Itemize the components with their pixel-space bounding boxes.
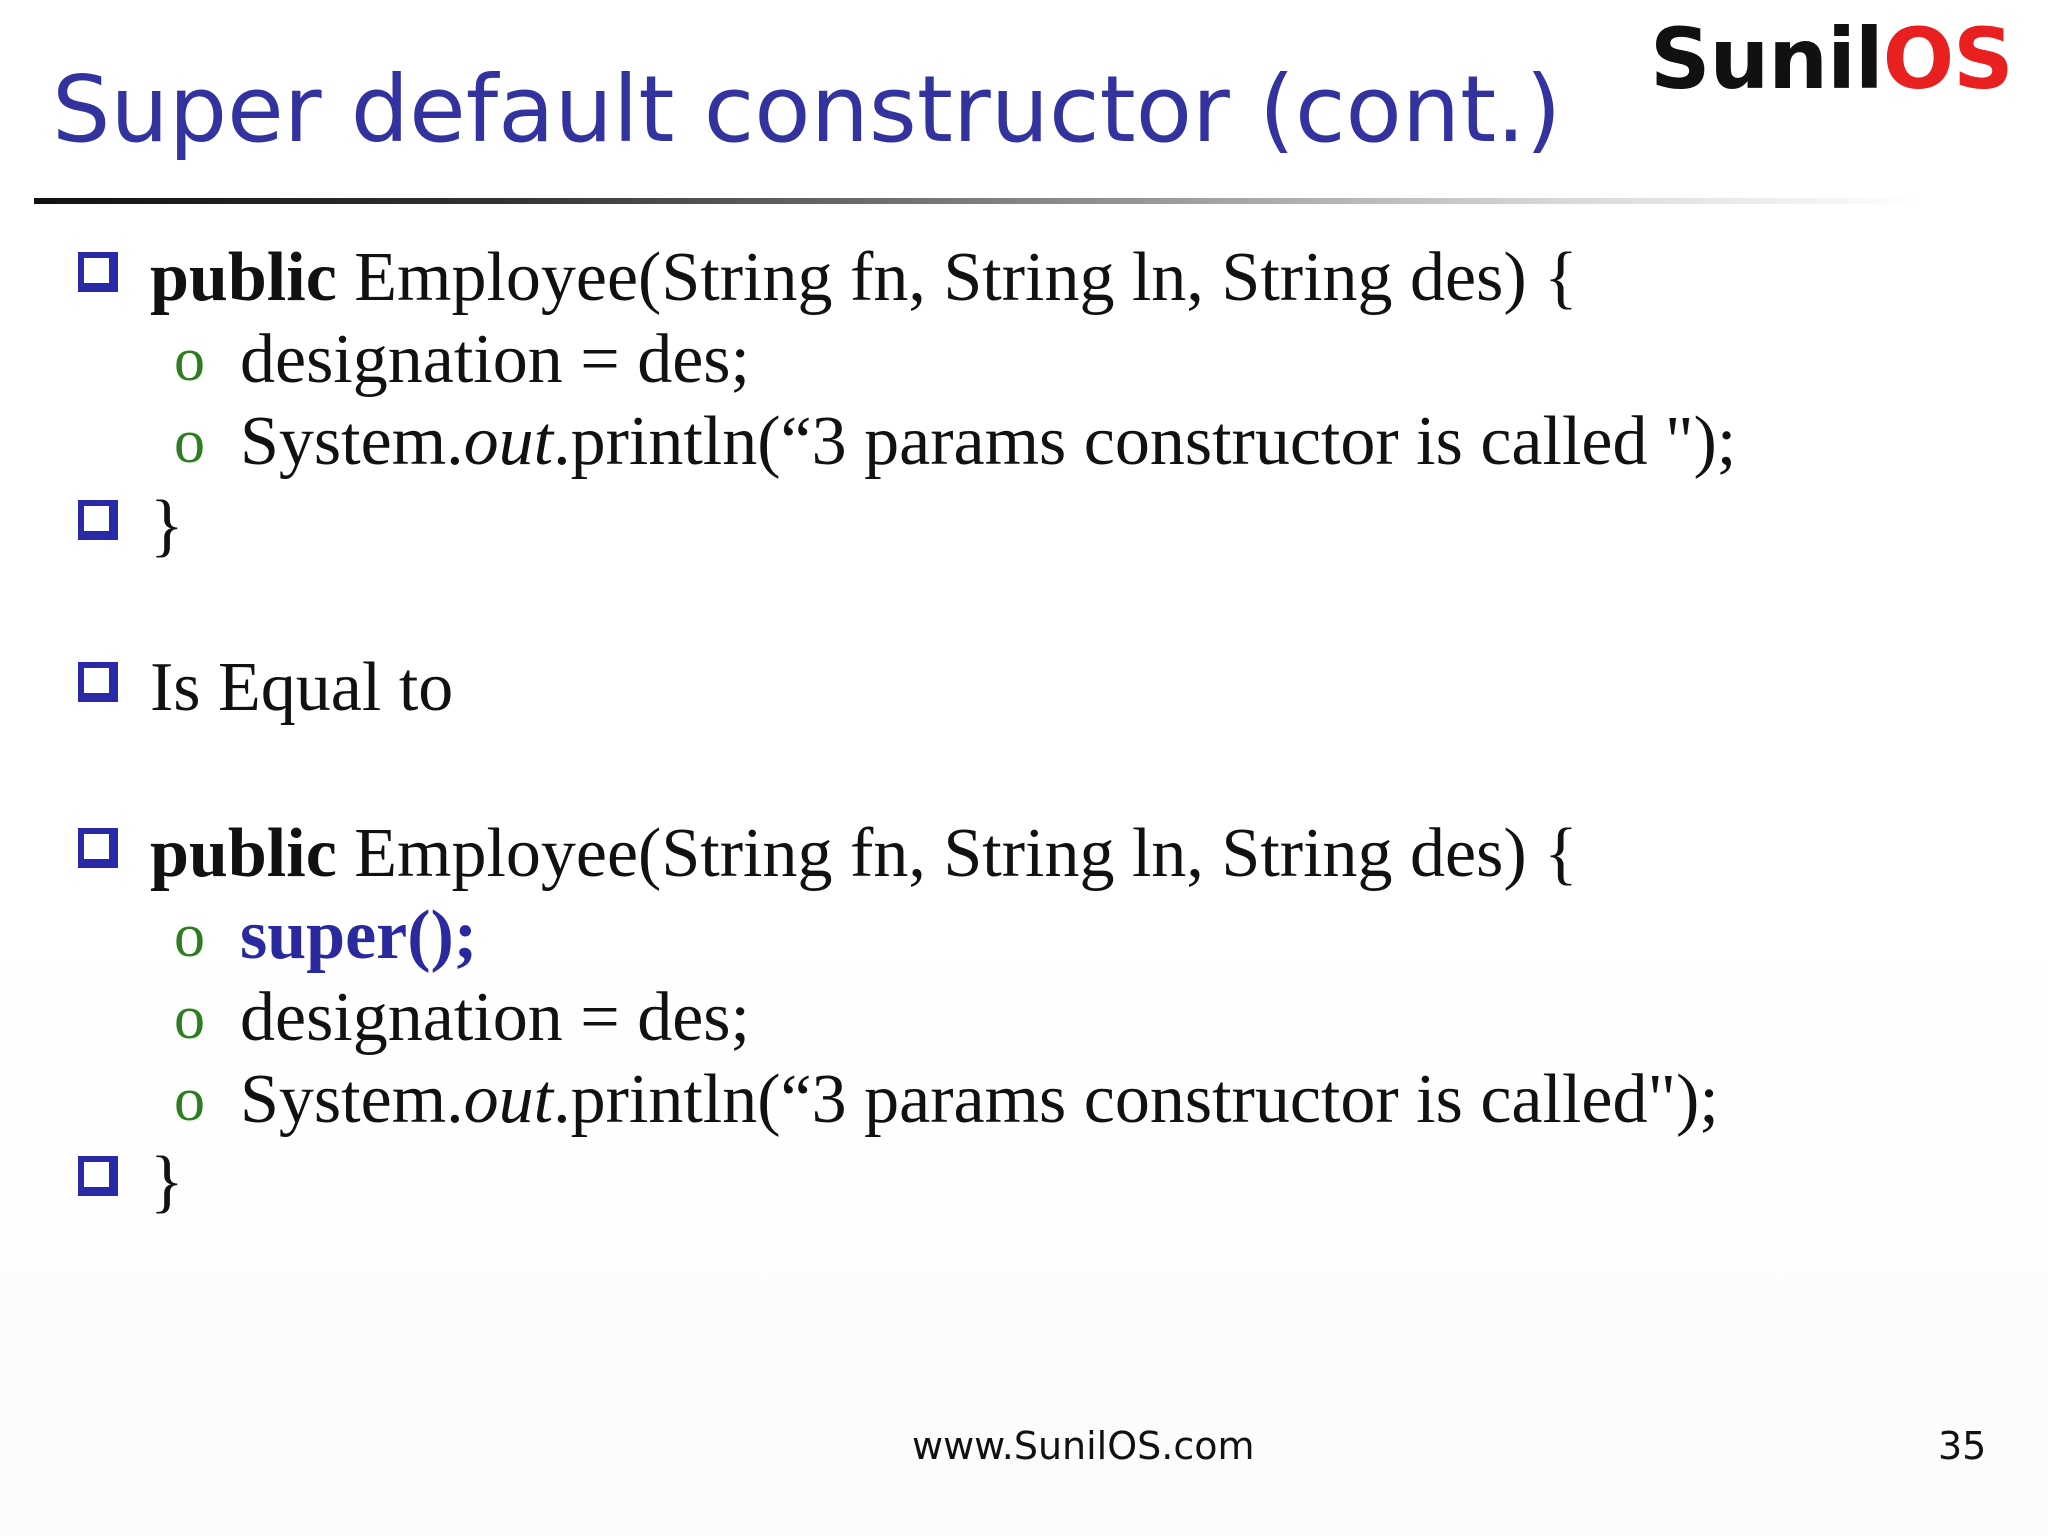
- sub-bullet-println-2: [240, 1060, 1719, 1140]
- footer-url: www.SunilOS.com: [912, 1424, 1255, 1468]
- slide-title: Super default constructor (cont.): [52, 56, 1562, 163]
- println-suffix: .println(“3 params constructor is called ");: [553, 403, 1737, 480]
- logo-text-primary: Sunil: [1650, 10, 1883, 108]
- sub-bullet-marker: o: [174, 408, 205, 476]
- square-bullet-icon: [78, 828, 118, 868]
- sub-bullet-super-call: super();: [240, 897, 478, 974]
- println-suffix: .println(“3 params constructor is called");: [553, 1061, 1719, 1138]
- sub-bullet-marker: o: [174, 1066, 205, 1134]
- logo-text-accent: OS: [1882, 10, 2013, 108]
- println-prefix: System.: [240, 1061, 464, 1138]
- square-bullet-icon: [78, 1156, 118, 1196]
- println-out: out: [463, 1061, 554, 1138]
- square-bullet-icon: [78, 252, 118, 292]
- println-prefix: System.: [240, 403, 464, 480]
- println-out: out: [463, 403, 554, 480]
- square-bullet-icon: [78, 500, 118, 540]
- sub-bullet-marker: o: [174, 326, 205, 394]
- keyword-public: public: [150, 239, 337, 316]
- keyword-public: public: [150, 815, 337, 892]
- square-bullet-icon: [78, 662, 118, 702]
- bullet-constructor-signature-1: [150, 238, 1578, 318]
- sub-bullet-designation-1: designation = des;: [240, 321, 750, 398]
- sub-bullet-designation-2: designation = des;: [240, 979, 750, 1056]
- bullet-closing-brace-1: }: [150, 487, 184, 564]
- constructor-signature-text: Employee(String fn, String ln, String des) {: [336, 815, 1578, 892]
- bullet-constructor-signature-2: [150, 814, 1578, 894]
- bullet-closing-brace-2: }: [150, 1143, 184, 1220]
- sub-bullet-marker: o: [174, 902, 205, 970]
- constructor-signature-text: Employee(String fn, String ln, String des) {: [336, 239, 1578, 316]
- page-number: 35: [1938, 1424, 1987, 1468]
- bullet-is-equal-to: Is Equal to: [150, 649, 454, 726]
- sub-bullet-marker: o: [174, 984, 205, 1052]
- sub-bullet-println-1: [240, 402, 1736, 482]
